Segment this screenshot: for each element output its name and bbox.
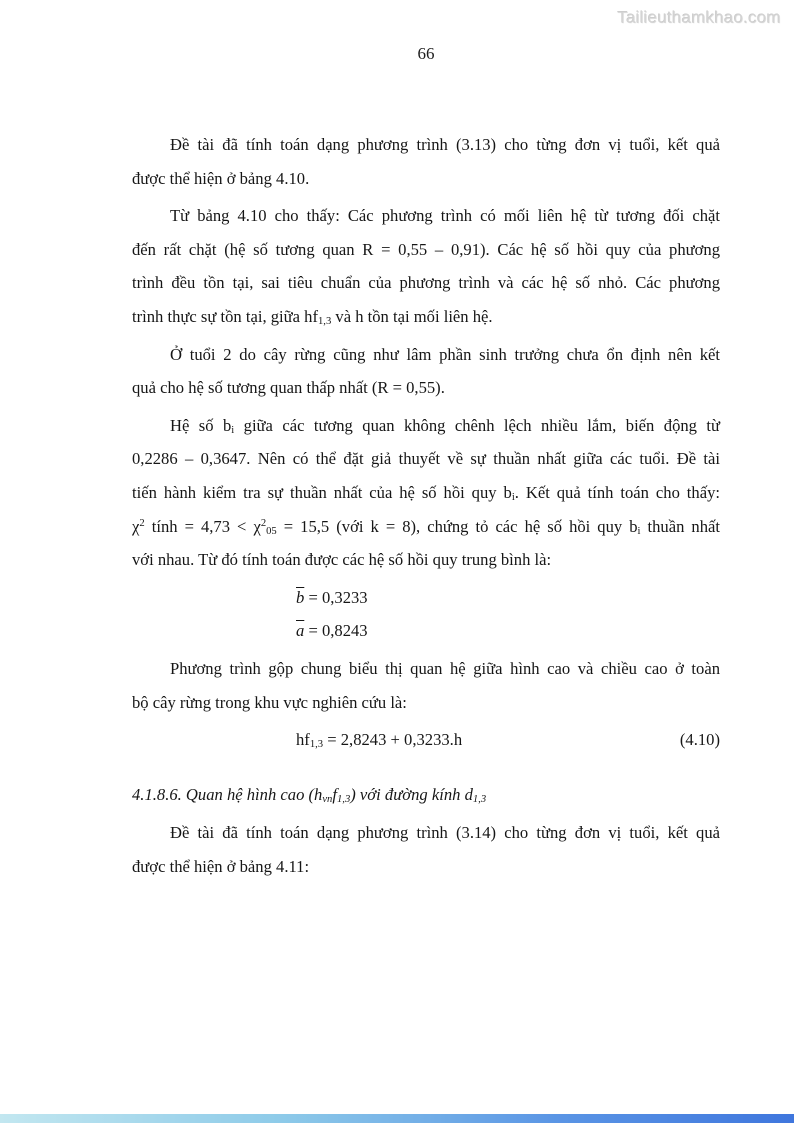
text-segment: hf (296, 730, 310, 750)
text-segment: 1,3 (472, 793, 487, 805)
text-line (132, 338, 720, 372)
text-segment: 2 (260, 517, 267, 529)
text-segment: đến rất chặt (hệ số tương quan R = 0,55 – 0,91). Các hệ số hồi quy của phương (132, 239, 720, 259)
text-segment: = 0,3233 (304, 587, 368, 607)
text-segment: Đề tài đã tính toán dạng phương trình (3.14) cho từng đơn vị tuổi, kết quả (170, 823, 720, 843)
text-segment: quả cho hệ số tương quan thấp nhất (R = 0,55). (132, 378, 445, 398)
text-segment: và h tồn tại mối liên hệ. (331, 306, 493, 326)
text-segment: bộ cây rừng trong khu vực nghiên cứu là: (132, 692, 407, 712)
text-line (132, 409, 720, 443)
text-line (132, 199, 720, 233)
text-line (132, 686, 720, 720)
text-line (132, 510, 720, 544)
text-segment: 1,3 (309, 739, 324, 751)
text-line (132, 614, 720, 648)
text-line (132, 128, 720, 162)
text-segment: i (231, 424, 235, 436)
text-segment: Đề tài đã tính toán dạng phương trình (3.13) cho từng đơn vị tuổi, kết quả (170, 135, 720, 154)
paragraph (132, 128, 720, 195)
text-segment: Hệ số b (170, 415, 232, 435)
text-segment: . Kết quả tính toán cho thấy: (514, 482, 720, 502)
text-segment: giữa các tương quan không chênh lệch nhiều lắm, biến động từ (234, 415, 720, 435)
page-number: 66 (417, 44, 435, 63)
text-line (132, 543, 720, 577)
text-line (132, 652, 720, 686)
text-segment: $\overline{b}$ (296, 587, 305, 607)
footer-gradient-bar (0, 1114, 794, 1123)
paragraph (132, 409, 720, 577)
text-segment: i (511, 492, 515, 504)
text-segment: = 15,5 (với k = 8), chứng tỏ các hệ số hồi quy b (276, 516, 638, 536)
section-heading (132, 778, 720, 812)
equation-number: (4.10) (679, 730, 720, 750)
text-segment: 2 (139, 517, 145, 529)
text-segment: 4.1.8.6. Quan hệ hình cao (h (132, 784, 323, 804)
text-line (132, 266, 720, 300)
text-segment: i (637, 525, 641, 537)
text-segment: Phương trình gộp chung biểu thị quan hệ giữa hình cao và chiều cao ở toàn (170, 658, 720, 678)
equation-body (296, 723, 462, 757)
numbered-equation (132, 723, 720, 757)
text-line (132, 233, 720, 267)
text-segment: f (332, 784, 337, 804)
text-segment: thuần nhất (640, 516, 720, 536)
paragraph (132, 338, 720, 405)
text-segment: Ở tuổi 2 do cây rừng cũng như lâm phần sinh trưởng chưa ổn định nên kết (170, 344, 720, 364)
text-segment: 05 (266, 525, 277, 537)
formula-block (132, 581, 720, 648)
text-segment: được thể hiện ở bảng 4.11: (132, 856, 310, 876)
text-line (132, 442, 720, 476)
text-line (132, 816, 720, 850)
text-segment: χ (132, 516, 140, 536)
text-segment: được thể hiện ở bảng 4.10. (132, 168, 310, 188)
text-line (132, 581, 720, 615)
text-line (132, 371, 720, 405)
text-segment: 1,3 (317, 316, 332, 328)
text-segment: trình đều tồn tại, sai tiêu chuẩn của phương trình và các hệ số nhỏ. Các phương (132, 273, 720, 293)
text-line (132, 300, 720, 334)
text-line (132, 476, 720, 510)
text-segment: 0,2286 – 0,3647. Nên có thể đặt giả thuyết về sự thuần nhất giữa các tuổi. Đề tài (132, 449, 720, 469)
text-segment: tiến hành kiểm tra sự thuần nhất của hệ số hồi quy b (132, 482, 512, 502)
text-segment: tính = 4,73 < χ (144, 516, 261, 536)
body-text (132, 128, 720, 887)
paragraph (132, 199, 720, 333)
text-segment: Từ bảng 4.10 cho thấy: Các phương trình có mối liên hệ từ tương đối chặt (170, 206, 720, 226)
text-line (132, 850, 720, 884)
text-segment: $\overline{a}$ (296, 621, 305, 641)
text-segment: trình thực sự tồn tại, giữa hf (132, 306, 318, 326)
text-segment: với nhau. Từ đó tính toán được các hệ số hồi quy trung bình là: (132, 550, 552, 570)
text-segment: = 0,8243 (304, 621, 368, 641)
paragraph (132, 816, 720, 883)
text-line (132, 162, 720, 196)
text-segment: = 2,8243 + 0,3233.h (323, 730, 463, 750)
text-segment: ) với đường kính d (350, 784, 473, 804)
site-watermark: Tailieuthamkhao.com (617, 8, 781, 27)
text-segment: vn (322, 793, 333, 805)
text-segment: 1,3 (336, 793, 351, 805)
paragraph (132, 652, 720, 719)
